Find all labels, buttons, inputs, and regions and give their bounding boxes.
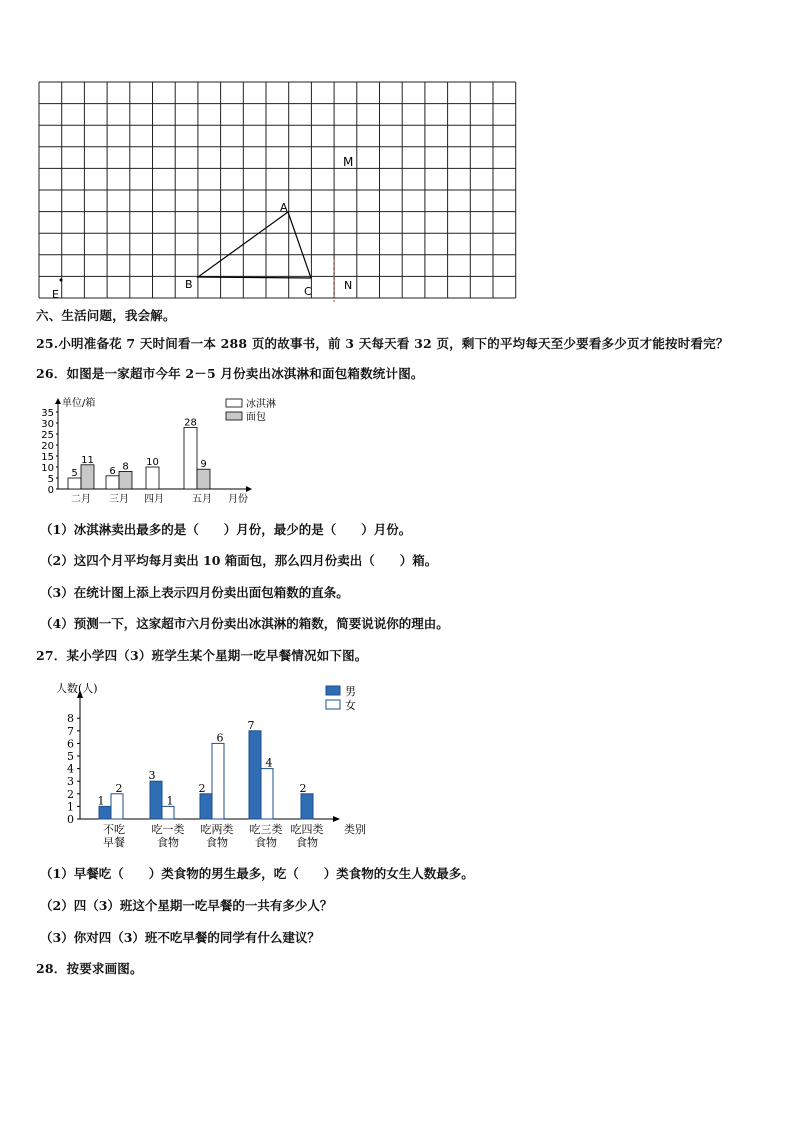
q27-sub2: （2）四（3）班这个星期一吃早餐的一共有多少人？ [40, 898, 333, 913]
label-n: N [344, 279, 353, 292]
bar-男-3 [249, 731, 261, 819]
category-label: 二月 [71, 494, 91, 505]
bar-女-1 [162, 806, 174, 819]
category-label: 吃两类 [200, 823, 234, 836]
x-axis-label: 月份 [228, 494, 248, 505]
bar-女-2 [212, 743, 224, 819]
y-tick-label: 2 [67, 787, 74, 801]
y-tick-label: 10 [41, 463, 54, 474]
bar-label: 11 [81, 454, 94, 466]
y-tick-label: 3 [67, 775, 74, 789]
bar-男-2 [200, 794, 212, 819]
bar-label: 10 [146, 457, 159, 468]
y-axis-label: 单位/箱 [62, 398, 96, 409]
legend-label: 面包 [246, 412, 266, 423]
bar-label: 6 [109, 465, 116, 477]
label-a: A [280, 201, 288, 214]
y-tick-label: 5 [47, 474, 54, 485]
legend-swatch-面包 [226, 412, 242, 420]
y-tick-label: 35 [41, 408, 54, 419]
y-tick-label: 30 [41, 419, 54, 430]
question-26-intro: 26．如图是一家超市今年 2－5 月份卖出冰淇淋和面包箱数统计图。 [36, 366, 424, 381]
bar-label: 2 [299, 781, 307, 795]
category-label: 食物 [206, 836, 228, 849]
legend-label: 男 [345, 685, 356, 698]
bar-label: 2 [198, 781, 206, 795]
category-label: 食物 [157, 836, 179, 849]
bar-女-3 [261, 769, 273, 819]
y-tick-label: 25 [41, 430, 54, 441]
q26-sub4: （4）预测一下，这家超市六月份卖出冰淇淋的箱数，简要说说你的理由。 [40, 616, 449, 631]
question-28: 28．按要求画图。 [36, 961, 143, 976]
bar-女-0 [111, 794, 123, 819]
q27-sub3: （3）你对四（3）班不吃早餐的同学有什么建议？ [40, 930, 320, 945]
category-label: 不吃 [103, 823, 125, 836]
bar-label: 1 [97, 794, 105, 808]
legend-label: 女 [345, 699, 356, 712]
label-c: C [304, 285, 312, 298]
category-label: 食物 [296, 836, 318, 849]
label-b: B [185, 278, 193, 291]
category-label: 四月 [144, 494, 164, 505]
label-m: M [343, 155, 354, 169]
q26-sub3: （3）在统计图上添上表示四月份卖出面包箱数的直条。 [40, 585, 349, 600]
bar-label: 8 [122, 461, 129, 473]
legend-swatch-女 [326, 700, 340, 709]
bar-label: 4 [265, 756, 273, 770]
chart-breakfast [48, 678, 378, 854]
category-label: 食物 [255, 836, 277, 849]
x-axis-label: 类别 [344, 823, 366, 836]
bar-label: 5 [71, 468, 78, 479]
bar-label: 1 [166, 794, 174, 808]
legend-swatch-冰淇淋 [226, 399, 242, 407]
legend-swatch-男 [326, 686, 340, 695]
y-tick-label: 0 [67, 813, 74, 826]
y-tick-label: 20 [41, 441, 54, 452]
category-label: 五月 [192, 494, 212, 505]
category-label: 吃三类 [249, 823, 283, 836]
y-tick-label: 4 [67, 762, 74, 776]
bar-男-0 [99, 806, 111, 819]
y-tick-label: 6 [67, 737, 74, 751]
question-25: 25.小明准备花 7 天时间看一本 288 页的故事书，前 3 天每天看 32 页，剩下的平均每天至少要看多少页才能按时看完？ [36, 336, 729, 351]
x-axis-arrow [246, 486, 252, 492]
section-6-title: 六、生活问题，我会解。 [36, 308, 176, 323]
bar-label: 9 [200, 459, 207, 471]
bar-面包-五月 [197, 469, 210, 489]
grid-figure [38, 80, 522, 302]
bar-冰淇淋-四月 [146, 467, 159, 489]
bar-label: 3 [148, 769, 156, 783]
category-label: 吃四类 [290, 823, 324, 836]
q27-sub1: （1）早餐吃（ ）类食物的男生最多，吃（ ）类食物的女生人数最多。 [40, 866, 474, 881]
bar-冰淇淋-五月 [184, 427, 197, 489]
y-tick-label: 7 [67, 724, 74, 738]
x-axis-arrow [333, 816, 340, 822]
bar-label: 6 [216, 731, 224, 745]
bar-男-1 [150, 781, 162, 819]
q26-sub2: （2）这四个月平均每月卖出 10 箱面包，那么四月份卖出（ ）箱。 [40, 553, 438, 568]
bar-label: 7 [247, 718, 255, 732]
chart-ice-cream-bread [38, 394, 276, 509]
y-tick-label: 15 [41, 452, 54, 463]
y-tick-label: 1 [67, 800, 74, 814]
bar-label: 2 [115, 781, 123, 795]
y-tick-label: 0 [47, 485, 54, 496]
category-label: 早餐 [103, 836, 125, 849]
bar-男-4 [301, 794, 313, 819]
y-axis-arrow [55, 398, 61, 404]
legend-label: 冰淇淋 [246, 399, 276, 410]
category-label: 吃一类 [151, 823, 185, 836]
bar-冰淇淋-三月 [106, 476, 119, 489]
bar-label: 28 [184, 417, 197, 429]
y-tick-label: 8 [67, 712, 74, 726]
question-27-intro: 27．某小学四（3）班学生某个星期一吃早餐情况如下图。 [36, 648, 368, 663]
bar-面包-三月 [119, 471, 132, 489]
bar-冰淇淋-二月 [68, 478, 81, 489]
y-axis-label: 人数(人) [56, 682, 98, 695]
y-tick-label: 5 [67, 750, 74, 763]
triangle-abc [198, 212, 311, 278]
grid-lines [39, 82, 516, 298]
label-e: E [52, 288, 59, 301]
q26-sub1: （1）冰淇淋卖出最多的是（ ）月份，最少的是（ ）月份。 [40, 522, 412, 537]
point-e-dot [60, 279, 63, 282]
category-label: 三月 [109, 494, 129, 505]
bar-面包-二月 [81, 465, 94, 489]
